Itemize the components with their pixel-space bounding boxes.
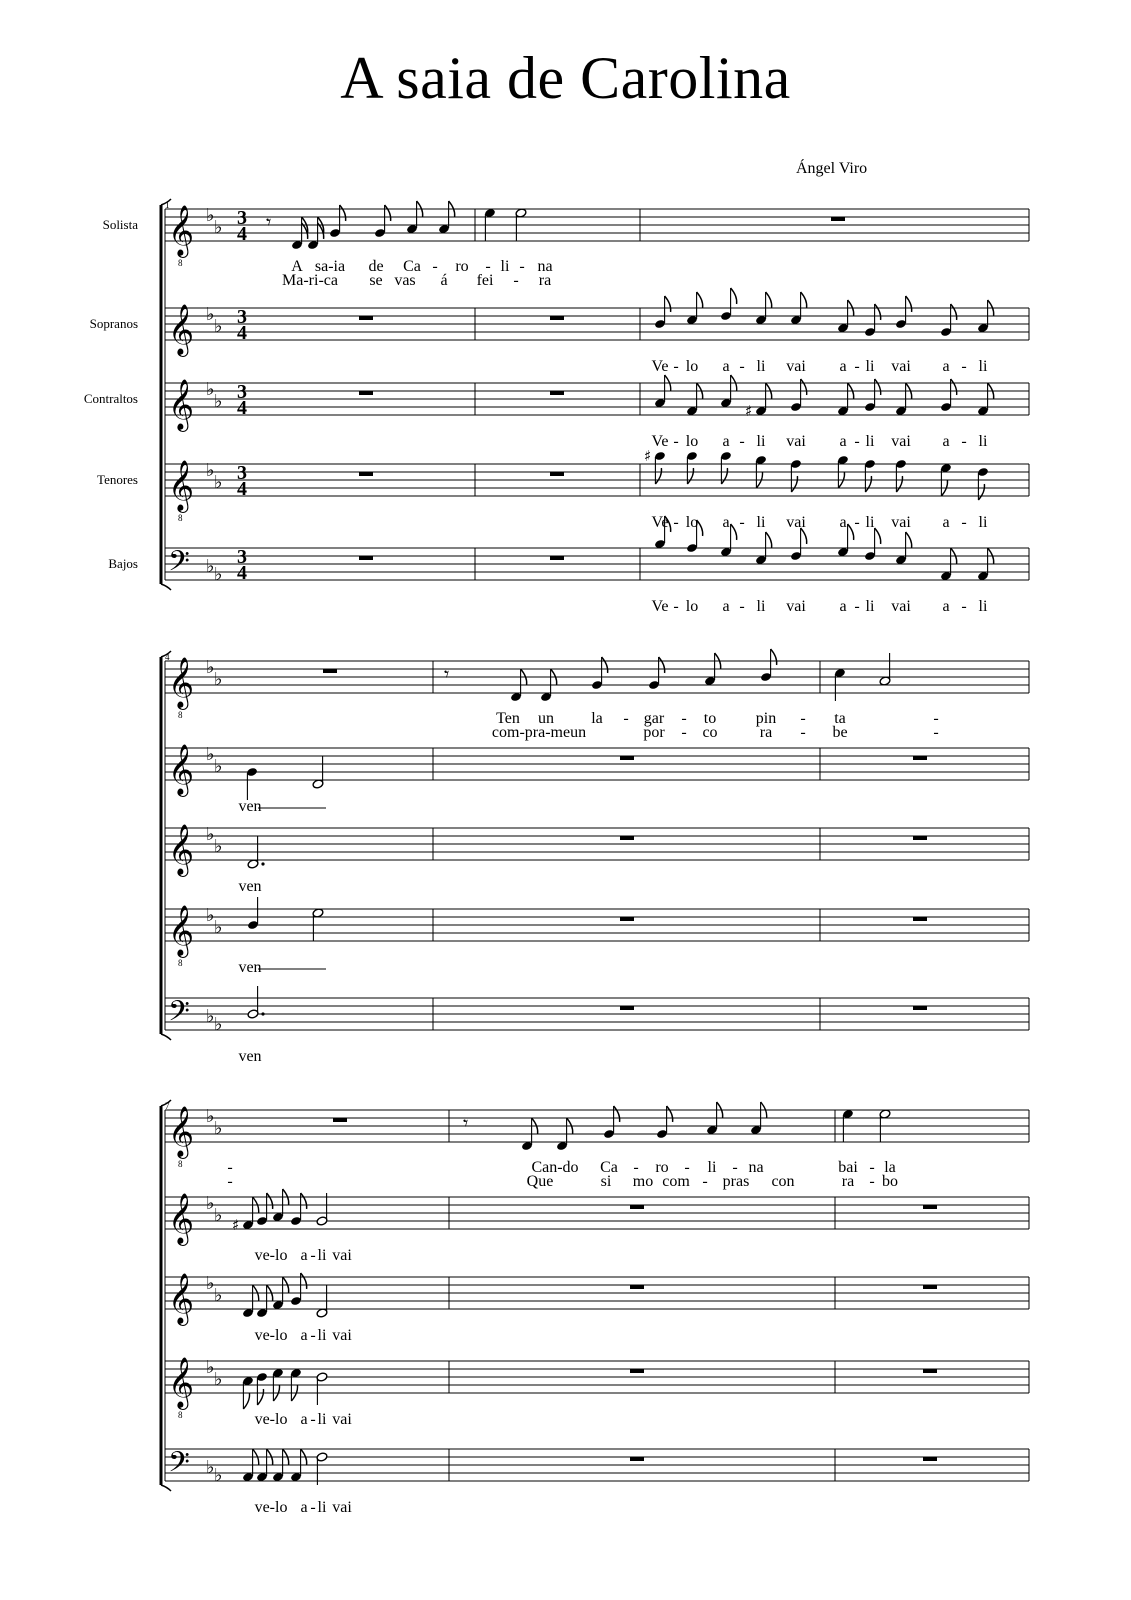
measure-rest [620, 917, 634, 921]
flat-icon: ♭ [214, 472, 223, 493]
lyric-syllable: - [961, 598, 967, 615]
lyric-syllable: sa-ia [314, 258, 346, 275]
lyric-syllable: la [884, 1159, 896, 1176]
measure-rest [913, 917, 927, 921]
octave-eight-mark: 8 [178, 258, 183, 268]
note-flag [731, 524, 737, 540]
lyric-syllable: li [756, 433, 766, 450]
measure-number: 1 [165, 200, 170, 210]
flat-icon: ♭ [214, 1369, 223, 1390]
note-flag [848, 524, 854, 540]
lyric-syllable: vai [786, 358, 806, 375]
lyric-syllable: - [513, 272, 519, 289]
lyric-syllable: a [722, 514, 730, 531]
lyric-syllable: - [673, 514, 679, 531]
lyric-syllable: pin [755, 710, 777, 727]
note-flag [875, 379, 881, 395]
lyric-syllable: - [633, 1159, 639, 1176]
flat-icon: ♭ [214, 564, 223, 585]
lyric-syllable: a [839, 358, 847, 375]
lyric-syllable: ta [834, 710, 846, 727]
note-flag [267, 1193, 273, 1209]
lyric-syllable: ra [538, 272, 552, 289]
flat-icon: ♭ [214, 1205, 223, 1226]
note-flag [243, 1393, 249, 1409]
lyric-syllable: - [800, 710, 806, 727]
note-flag [766, 532, 772, 548]
flat-icon: ♭ [206, 1273, 215, 1294]
time-signature-bottom: 4 [237, 562, 247, 584]
part-label: Contraltos [83, 391, 138, 406]
lyric-syllable: vai [891, 358, 911, 375]
octave-eight-mark: 8 [178, 513, 183, 523]
time-signature-top: 3 [237, 207, 247, 229]
time-signature-bottom: 4 [237, 478, 247, 500]
flat-icon: ♭ [206, 1457, 215, 1478]
lyric-syllable: lo [685, 358, 699, 375]
lyric-syllable: - [961, 358, 967, 375]
flat-icon: ♭ [206, 304, 215, 325]
flat-icon: ♭ [214, 391, 223, 412]
note-flag [659, 657, 665, 673]
lyric-syllable: ven [238, 798, 262, 815]
note-flag [301, 1193, 307, 1209]
lyric-syllable: na [748, 1159, 764, 1176]
flat-icon: ♭ [214, 1118, 223, 1139]
treble-clef-icon: 𝄞 [168, 657, 195, 708]
lyric-syllable: - [673, 358, 679, 375]
lyric-syllable: mo [632, 1173, 654, 1190]
lyric-syllable: a [839, 433, 847, 450]
lyric-syllable: be [832, 724, 848, 741]
measure-rest [550, 316, 564, 320]
lyric-syllable: vai [891, 598, 911, 615]
lyric-syllable: - [681, 724, 687, 741]
flat-icon: ♭ [214, 756, 223, 777]
measure-rest [550, 391, 564, 395]
part-label: Solista [102, 217, 138, 232]
treble-clef-icon: 𝄞 [168, 1357, 195, 1408]
flat-icon: ♭ [206, 1357, 215, 1378]
lyric-syllable: un [538, 710, 554, 727]
measure-rest [620, 836, 634, 840]
lyric-syllable: lo [685, 433, 699, 450]
lyric-syllable: - [227, 1173, 233, 1190]
lyric-syllable: - [732, 1159, 738, 1176]
lyric-syllable: com-pra-meun [491, 724, 587, 741]
lyric-syllable: li [978, 514, 988, 531]
lyric-syllable: Que [526, 1173, 554, 1190]
system-1 [84, 199, 1029, 615]
lyric-syllable: a [942, 433, 950, 450]
lyric-syllable: com [662, 1173, 690, 1190]
lyric-syllable: - [739, 358, 745, 375]
lyric-syllable: Ca [600, 1159, 618, 1176]
flat-icon: ♭ [206, 1106, 215, 1127]
lyric-syllable: li [707, 1159, 717, 1176]
note-flag [791, 476, 797, 492]
note-flag [906, 532, 912, 548]
measure-rest [831, 217, 845, 221]
lyric-syllable: lo [685, 598, 699, 615]
lyric-syllable: li [500, 258, 510, 275]
lyric-syllable: - [702, 1173, 708, 1190]
lyric-syllable: - [485, 258, 491, 275]
octave-eight-mark: 8 [178, 958, 183, 968]
lyric-syllable: vai [332, 1327, 352, 1344]
lyric-syllable: Ve [651, 433, 669, 450]
note-flag [667, 1106, 673, 1122]
staff-solista [165, 1106, 1029, 1169]
staff-tenores [97, 460, 1029, 523]
lyric-syllable: - [854, 598, 860, 615]
treble-clef-icon: 𝄞 [168, 304, 195, 355]
note-flag [665, 296, 671, 312]
lyric-syllable: ve-lo [254, 1327, 288, 1344]
lyric-syllable: a [300, 1327, 308, 1344]
measure-rest [913, 756, 927, 760]
octave-eight-mark: 8 [178, 710, 183, 720]
lyric-syllable: li [865, 514, 875, 531]
lyric-syllable: la [591, 710, 603, 727]
lyric-syllable: - [684, 1159, 690, 1176]
staff-bajos [165, 995, 1029, 1035]
lyric-syllable: con [771, 1173, 795, 1190]
measure-rest [923, 1205, 937, 1209]
lyric-syllable: - [673, 598, 679, 615]
lyric-syllable: á [440, 272, 448, 289]
lyric-syllable: Ca [403, 258, 421, 275]
note-flag [697, 292, 703, 308]
measure-rest [323, 669, 337, 673]
note-dot [261, 1012, 264, 1015]
lyric-syllable: li [756, 514, 766, 531]
flat-icon: ♭ [206, 824, 215, 845]
flat-icon: ♭ [214, 917, 223, 938]
lyric-syllable: - [681, 710, 687, 727]
measure-rest [630, 1457, 644, 1461]
lyric-syllable: to [703, 710, 717, 727]
lyric-syllable: - [432, 258, 438, 275]
lyric-syllable: a [722, 358, 730, 375]
composer-name: Ángel Viro [796, 160, 868, 177]
note-flag [602, 657, 608, 673]
measure-rest [913, 836, 927, 840]
lyric-syllable: de [368, 258, 384, 275]
time-signature-bottom: 4 [237, 397, 247, 419]
note-dot [261, 862, 264, 865]
flat-icon: ♭ [206, 1006, 215, 1027]
time-signature-top: 3 [237, 381, 247, 403]
staff-contraltos [165, 824, 1029, 877]
lyric-syllable: ve-lo [254, 1247, 288, 1264]
treble-clef-icon: 𝄞 [168, 824, 195, 875]
lyric-syllable: li [865, 358, 875, 375]
lyric-syllable: a [300, 1499, 308, 1516]
lyric-syllable: - [933, 710, 939, 727]
lyric-syllable: gar [643, 710, 665, 727]
lyric-syllable: li [865, 433, 875, 450]
lyric-syllable: ven [238, 959, 262, 976]
measure-rest [550, 472, 564, 476]
lyric-syllable: pras [722, 1173, 750, 1190]
lyric-syllable: a [722, 433, 730, 450]
part-label: Sopranos [89, 316, 138, 331]
lyric-syllable: li [865, 598, 875, 615]
note-flag [951, 379, 957, 395]
lyric-syllable: li [978, 433, 988, 450]
lyric-syllable: Ten [496, 710, 520, 727]
bass-clef-icon: 𝄢 [168, 1446, 190, 1486]
lyric-syllable: - [310, 1247, 316, 1264]
lyric-syllable: li [317, 1411, 327, 1428]
lyric-syllable: - [310, 1499, 316, 1516]
lyric-syllable: li [756, 358, 766, 375]
time-signature-top: 3 [237, 546, 247, 568]
treble-clef-icon: 𝄞 [168, 1273, 195, 1324]
lyric-syllable: ra [841, 1173, 855, 1190]
lyric-syllable: A [291, 258, 303, 275]
lyric-syllable: li [317, 1499, 327, 1516]
measure-rest [359, 391, 373, 395]
note-flag [771, 649, 777, 665]
lyric-syllable: ro [455, 258, 469, 275]
lyric-syllable: li [756, 598, 766, 615]
lyric-syllable: a [300, 1247, 308, 1264]
measure-rest [550, 556, 564, 560]
sharp-icon: ♯ [644, 447, 652, 465]
lyric-syllable: bo [882, 1173, 898, 1190]
staff-sopranos [90, 304, 1029, 357]
lyric-syllable: a [839, 598, 847, 615]
lyric-syllable: - [869, 1159, 875, 1176]
eighth-rest-icon: 𝄾 [463, 1111, 469, 1135]
lyric-syllable: li [978, 598, 988, 615]
staff-bajos [108, 545, 1029, 585]
measure-number: 4 [165, 652, 170, 662]
lyric-syllable: por [643, 724, 665, 741]
note-flag [614, 1106, 620, 1122]
lyric-syllable: li [978, 358, 988, 375]
note-flag [340, 205, 346, 221]
eighth-rest-icon: 𝄾 [444, 662, 450, 686]
lyric-syllable: - [800, 724, 806, 741]
flat-icon: ♭ [214, 669, 223, 690]
lyric-syllable: bai [838, 1159, 858, 1176]
note-flag [257, 1389, 263, 1405]
note-flag [801, 292, 807, 308]
flat-icon: ♭ [214, 836, 223, 857]
note-flag [721, 468, 727, 484]
note-flag [766, 292, 772, 308]
measure-rest [359, 556, 373, 560]
lyric-syllable: a [839, 514, 847, 531]
lyric-syllable: Ve [651, 598, 669, 615]
lyric-syllable: - [519, 258, 525, 275]
flat-icon: ♭ [206, 556, 215, 577]
lyric-syllable: - [961, 514, 967, 531]
lyric-syllable: ve-lo [254, 1411, 288, 1428]
lyric-syllable: vai [332, 1499, 352, 1516]
treble-clef-icon: 𝄞 [168, 460, 195, 511]
lyric-syllable: - [673, 433, 679, 450]
note-flag [951, 304, 957, 320]
octave-eight-mark: 8 [178, 1159, 183, 1169]
system-3 [161, 1100, 1029, 1516]
note-flag [896, 476, 902, 492]
flat-icon: ♭ [206, 205, 215, 226]
lyric-syllable: - [854, 433, 860, 450]
lyric-syllable: vai [786, 598, 806, 615]
flat-icon: ♭ [206, 1193, 215, 1214]
lyric-syllable: - [310, 1327, 316, 1344]
staff-solista [103, 205, 1029, 268]
measure-rest [630, 1369, 644, 1373]
system-2 [161, 649, 1029, 1065]
sharp-icon: ♯ [232, 1216, 240, 1234]
lyric-syllable: co [702, 724, 718, 741]
lyric-syllable: - [739, 598, 745, 615]
lyric-syllable: Ve [651, 514, 669, 531]
staff-contraltos [84, 379, 1029, 432]
page-title: A saia de Carolina [340, 45, 791, 111]
flat-icon: ♭ [206, 460, 215, 481]
lyric-syllable: - [623, 710, 629, 727]
lyric-syllable: - [961, 433, 967, 450]
measure-rest [923, 1285, 937, 1289]
flat-icon: ♭ [214, 1465, 223, 1486]
flat-icon: ♭ [214, 1014, 223, 1035]
lyric-syllable: ve-lo [254, 1499, 288, 1516]
note-flag [875, 528, 881, 544]
lyric-syllable: - [739, 433, 745, 450]
flat-icon: ♭ [214, 217, 223, 238]
bass-clef-icon: 𝄢 [168, 995, 190, 1035]
bass-clef-icon: 𝄢 [168, 545, 190, 585]
lyric-syllable: vas [394, 272, 416, 289]
lyric-syllable: - [227, 1159, 233, 1176]
lyric-syllable: vai [332, 1247, 352, 1264]
note-flag [978, 484, 984, 500]
part-label: Tenores [97, 472, 138, 487]
note-flag [731, 288, 737, 304]
note-flag [687, 468, 693, 484]
lyric-syllable: vai [891, 514, 911, 531]
lyric-syllable: Ve [651, 358, 669, 375]
note-flag [801, 379, 807, 395]
measure-rest [913, 1006, 927, 1010]
note-flag [301, 1273, 307, 1289]
lyric-syllable: a [942, 514, 950, 531]
flat-icon: ♭ [206, 657, 215, 678]
treble-clef-icon: 𝄞 [168, 205, 195, 256]
flat-icon: ♭ [206, 379, 215, 400]
measure-rest [620, 756, 634, 760]
measure-rest [333, 1118, 347, 1122]
lyric-syllable: a [300, 1411, 308, 1428]
lyric-syllable: vai [786, 514, 806, 531]
lyric-syllable: ven [238, 878, 262, 895]
lyric-syllable: - [854, 358, 860, 375]
lyric-syllable: vai [332, 1411, 352, 1428]
note-flag [865, 476, 871, 492]
flat-icon: ♭ [206, 744, 215, 765]
lyric-syllable: ro [655, 1159, 669, 1176]
octave-eight-mark: 8 [178, 1410, 183, 1420]
flat-icon: ♭ [206, 905, 215, 926]
lyric-syllable: vai [891, 433, 911, 450]
staff-tenores [165, 1357, 1029, 1420]
flat-icon: ♭ [214, 1285, 223, 1306]
lyric-syllable: a [722, 598, 730, 615]
lyric-syllable: lo [685, 514, 699, 531]
note-flag [655, 468, 661, 484]
measure-rest [620, 1006, 634, 1010]
note-flag [385, 205, 391, 221]
lyric-syllable: li [317, 1247, 327, 1264]
lyric-syllable: se [369, 272, 383, 289]
measure-number: 7 [165, 1101, 170, 1111]
measure-rest [630, 1285, 644, 1289]
lyric-syllable: - [869, 1173, 875, 1190]
time-signature-bottom: 4 [237, 223, 247, 245]
eighth-rest-icon: 𝄾 [266, 210, 272, 234]
lyric-syllable: li [317, 1327, 327, 1344]
measure-rest [359, 316, 373, 320]
lyric-syllable: Can-do [531, 1159, 579, 1176]
lyric-syllable: - [854, 514, 860, 531]
measure-rest [923, 1369, 937, 1373]
lyric-syllable: - [310, 1411, 316, 1428]
treble-clef-icon: 𝄞 [168, 744, 195, 795]
lyric-syllable: si [600, 1173, 612, 1190]
measure-rest [923, 1457, 937, 1461]
treble-clef-icon: 𝄞 [168, 1106, 195, 1157]
time-signature-top: 3 [237, 306, 247, 328]
lyric-syllable: - [933, 724, 939, 741]
lyric-syllable: fei [476, 272, 494, 289]
lyric-syllable: ra [759, 724, 773, 741]
lyric-syllable: Ma-ri-ca [282, 272, 338, 289]
staff-tenores [165, 905, 1029, 968]
lyric-syllable: a [942, 358, 950, 375]
staff-sopranos [165, 744, 1029, 797]
sharp-icon: ♯ [745, 402, 753, 420]
time-signature-bottom: 4 [237, 322, 247, 344]
note-flag [875, 304, 881, 320]
treble-clef-icon: 𝄞 [168, 1193, 195, 1244]
lyric-syllable: vai [786, 433, 806, 450]
treble-clef-icon: 𝄞 [168, 905, 195, 956]
lyric-syllable: ven [238, 1048, 262, 1065]
note-flag [906, 296, 912, 312]
part-label: Bajos [108, 556, 138, 571]
time-signature-top: 3 [237, 462, 247, 484]
lyric-syllable: na [537, 258, 553, 275]
measure-rest [630, 1205, 644, 1209]
measure-rest [359, 472, 373, 476]
flat-icon: ♭ [214, 316, 223, 337]
lyric-syllable: - [739, 514, 745, 531]
lyric-syllable: a [942, 598, 950, 615]
treble-clef-icon: 𝄞 [168, 379, 195, 430]
